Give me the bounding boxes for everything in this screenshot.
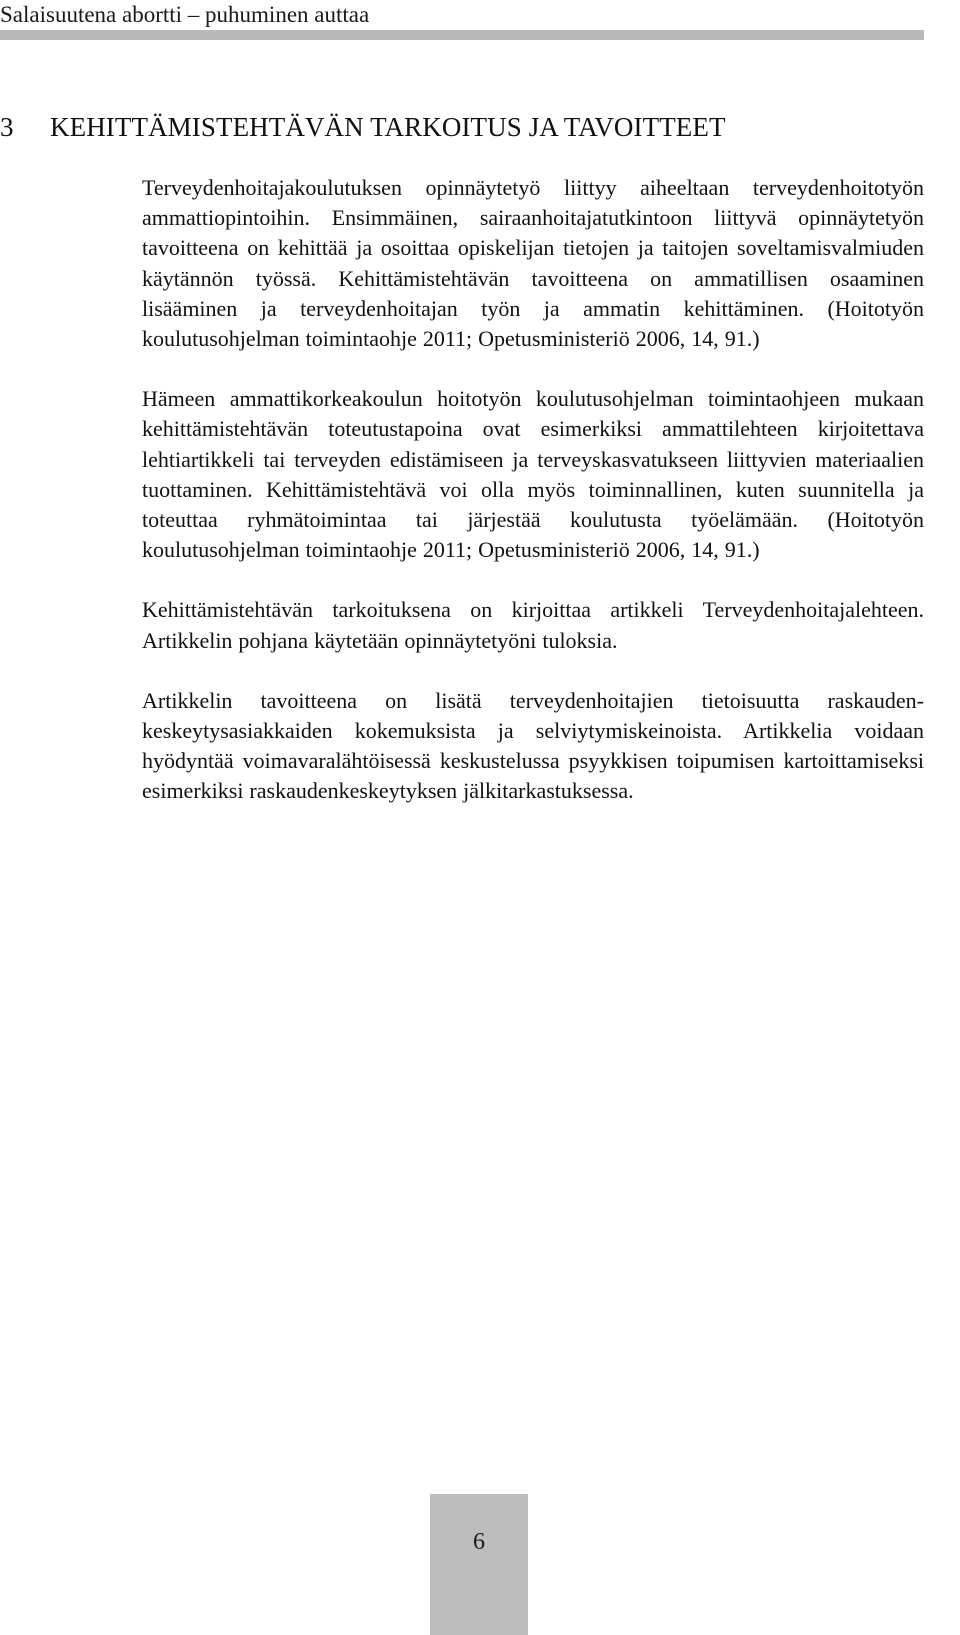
- running-header-title: Salaisuutena abortti – puhuminen auttaa: [0, 2, 370, 27]
- running-header: [0, 0, 960, 42]
- paragraph-purpose: Kehittämistehtävän tarkoituksena on kirjoittaa artikkeli Terveydenhoitajalehteen. Artikkelin pohjana käytetään opinnäytetyöni tuloksia.: [142, 597, 924, 653]
- body-text: [142, 173, 924, 837]
- paragraph-thesis-context: Terveydenhoitajakoulutuksen opinnäytetyö liittyy aiheeltaan terveydenhoitotyön ammattiopintoihin. Ensimmäinen, sairaanhoitajatutkintoon liittyvä opinnäytetyön tavoitteena on kehittää ja osoittaa opiskelijan tietojen ja taitojen soveltamisvalmiuden käytännön työssä. Kehittämistehtävän tavoitteena on ammatillisen osaaminen lisääminen ja terveydenhoitajan työn ja ammatin kehittäminen. (Hoitotyön koulutusohjelman toimintaohje 2011; Opetusministeriö 2006, 14, 91.): [142, 175, 924, 352]
- paragraph-goal: Artikkelin tavoitteena on lisätä terveydenhoitajien tietoisuutta raskaudenkeskeytysasiakkaiden kokemuksista ja selviytymiskeinoista. Artikkelia voidaan hyödyntää voimavaralähtöisessä keskustelussa psyykkisen toipumisen kartoittamiseksi esimerkiksi raskaudenkeskeytyksen jälkitarkastuksessa.: [142, 687, 924, 804]
- chapter-heading: [0, 110, 924, 144]
- chapter-title: KEHITTÄMISTEHTÄVÄN TARKOITUS JA TAVOITTEET: [50, 112, 726, 142]
- header-rule: [0, 30, 924, 40]
- chapter-number: 3: [0, 112, 14, 142]
- paragraph-implementation-methods: Hämeen ammattikorkeakoulun hoitotyön koulutusohjelman toimintaohjeen mukaan kehittämistehtävän toteutustapoina ovat esimerkiksi ammattilehteen kirjoitettava lehtiartikkeli tai terveyden edistämiseen ja terveyskasvatukseen liittyvien materiaalien tuottaminen. Kehittämistehtävä voi olla myös toiminnallinen, kuten suunnitella ja toteuttaa ryhmätoimintaa tai järjestää koulutusta työelämään. (Hoitotyön koulutusohjelman toimintaohje 2011; Opetusministeriö 2006, 14, 91.): [142, 386, 924, 563]
- page-number: 6: [473, 1529, 485, 1555]
- page-number-tab: [430, 1494, 528, 1635]
